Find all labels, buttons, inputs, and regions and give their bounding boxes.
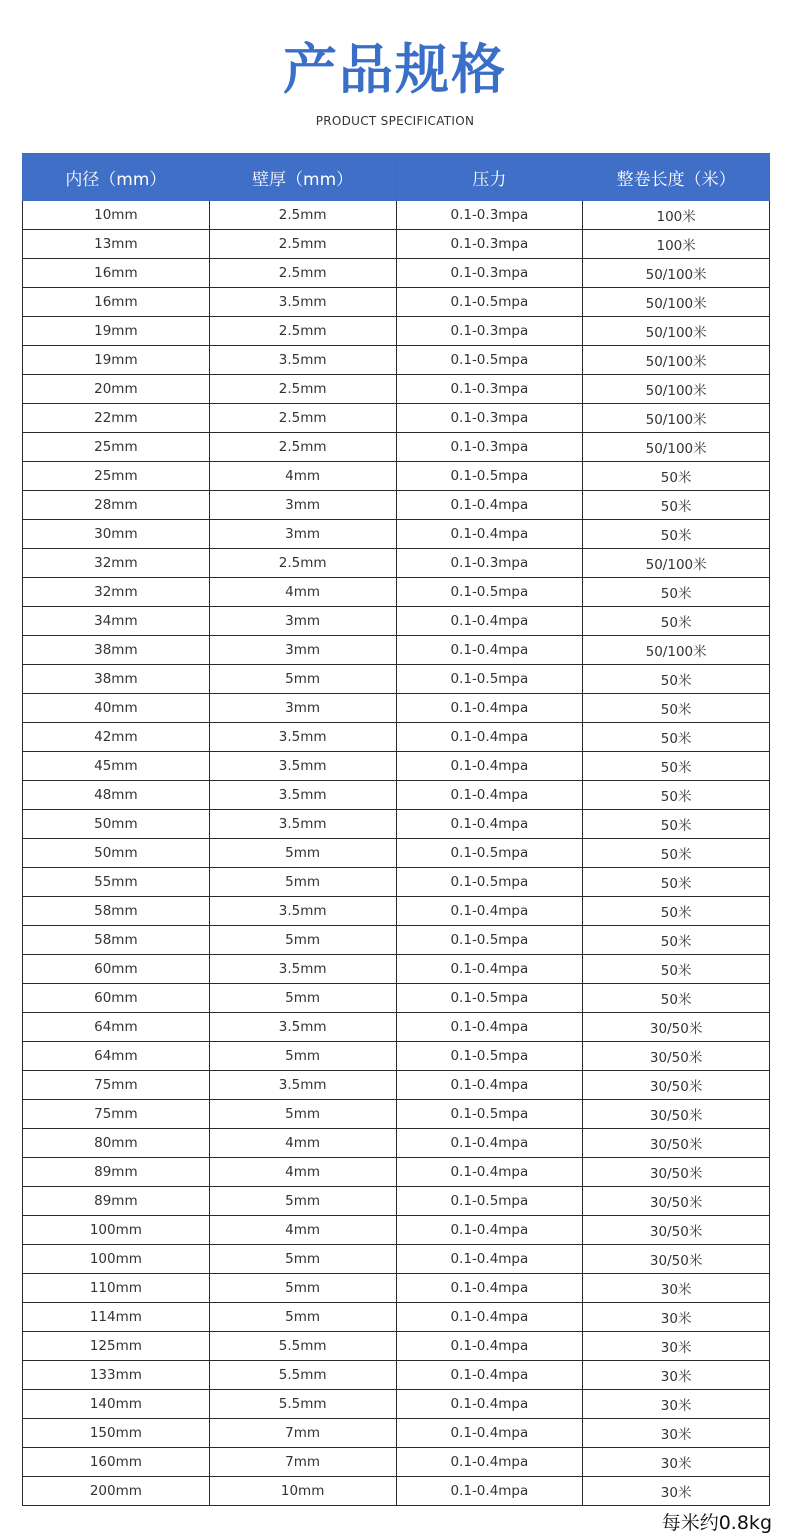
header-wall-thickness: 壁厚（mm） (209, 154, 396, 201)
cell-wall-thickness: 5mm (209, 1303, 396, 1332)
cell-pressure: 0.1-0.4mpa (396, 1332, 583, 1361)
table-row (23, 839, 770, 868)
table-row (23, 665, 770, 694)
cell-roll-length: 50米 (583, 897, 770, 926)
cell-roll-length: 50米 (583, 868, 770, 897)
cell-pressure: 0.1-0.4mpa (396, 1158, 583, 1187)
cell-pressure: 0.1-0.4mpa (396, 1245, 583, 1274)
cell-wall-thickness: 3.5mm (209, 723, 396, 752)
cell-roll-length: 50/100米 (583, 549, 770, 578)
cell-inner-diameter: 48mm (23, 781, 210, 810)
cell-inner-diameter: 10mm (23, 201, 210, 230)
cell-wall-thickness: 2.5mm (209, 201, 396, 230)
cell-roll-length: 50米 (583, 520, 770, 549)
cell-wall-thickness: 3.5mm (209, 1013, 396, 1042)
cell-wall-thickness: 3mm (209, 636, 396, 665)
cell-pressure: 0.1-0.5mpa (396, 462, 583, 491)
table-row (23, 1361, 770, 1390)
cell-wall-thickness: 2.5mm (209, 259, 396, 288)
cell-wall-thickness: 5mm (209, 1245, 396, 1274)
cell-pressure: 0.1-0.5mpa (396, 1042, 583, 1071)
cell-roll-length: 30米 (583, 1361, 770, 1390)
cell-pressure: 0.1-0.4mpa (396, 1477, 583, 1506)
cell-pressure: 0.1-0.4mpa (396, 955, 583, 984)
cell-pressure: 0.1-0.4mpa (396, 694, 583, 723)
cell-roll-length: 50米 (583, 607, 770, 636)
cell-roll-length: 30/50米 (583, 1071, 770, 1100)
cell-pressure: 0.1-0.5mpa (396, 288, 583, 317)
cell-roll-length: 50/100米 (583, 259, 770, 288)
table-row (23, 1332, 770, 1361)
cell-inner-diameter: 32mm (23, 549, 210, 578)
table-row (23, 897, 770, 926)
cell-pressure: 0.1-0.4mpa (396, 1013, 583, 1042)
cell-roll-length: 30米 (583, 1274, 770, 1303)
cell-inner-diameter: 16mm (23, 288, 210, 317)
cell-inner-diameter: 50mm (23, 839, 210, 868)
cell-roll-length: 30/50米 (583, 1042, 770, 1071)
weight-note: 每米约0.8kg (661, 1512, 772, 1534)
table-row (23, 955, 770, 984)
cell-inner-diameter: 89mm (23, 1187, 210, 1216)
table-row (23, 926, 770, 955)
cell-inner-diameter: 114mm (23, 1303, 210, 1332)
cell-pressure: 0.1-0.3mpa (396, 404, 583, 433)
cell-inner-diameter: 64mm (23, 1013, 210, 1042)
cell-wall-thickness: 4mm (209, 462, 396, 491)
cell-roll-length: 30米 (583, 1332, 770, 1361)
cell-roll-length: 30米 (583, 1303, 770, 1332)
cell-inner-diameter: 42mm (23, 723, 210, 752)
cell-roll-length: 50米 (583, 926, 770, 955)
table-row (23, 491, 770, 520)
table-row (23, 1216, 770, 1245)
cell-inner-diameter: 22mm (23, 404, 210, 433)
cell-inner-diameter: 13mm (23, 230, 210, 259)
table-row (23, 723, 770, 752)
cell-roll-length: 50米 (583, 694, 770, 723)
table-row (23, 868, 770, 897)
cell-inner-diameter: 32mm (23, 578, 210, 607)
cell-roll-length: 50米 (583, 955, 770, 984)
spec-table (22, 153, 770, 1506)
header-pressure: 压力 (396, 154, 583, 201)
cell-inner-diameter: 140mm (23, 1390, 210, 1419)
cell-inner-diameter: 80mm (23, 1129, 210, 1158)
cell-pressure: 0.1-0.4mpa (396, 810, 583, 839)
cell-wall-thickness: 3.5mm (209, 897, 396, 926)
cell-pressure: 0.1-0.4mpa (396, 607, 583, 636)
table-row (23, 607, 770, 636)
cell-wall-thickness: 4mm (209, 1129, 396, 1158)
cell-pressure: 0.1-0.4mpa (396, 1361, 583, 1390)
cell-roll-length: 50/100米 (583, 433, 770, 462)
cell-pressure: 0.1-0.3mpa (396, 433, 583, 462)
cell-wall-thickness: 3.5mm (209, 752, 396, 781)
table-row (23, 694, 770, 723)
cell-inner-diameter: 133mm (23, 1361, 210, 1390)
cell-pressure: 0.1-0.4mpa (396, 723, 583, 752)
cell-roll-length: 50/100米 (583, 288, 770, 317)
cell-wall-thickness: 5mm (209, 665, 396, 694)
cell-wall-thickness: 10mm (209, 1477, 396, 1506)
table-row (23, 1303, 770, 1332)
cell-roll-length: 50米 (583, 462, 770, 491)
cell-roll-length: 50/100米 (583, 346, 770, 375)
table-row (23, 810, 770, 839)
cell-inner-diameter: 50mm (23, 810, 210, 839)
cell-inner-diameter: 58mm (23, 897, 210, 926)
cell-roll-length: 30米 (583, 1419, 770, 1448)
table-row (23, 1042, 770, 1071)
cell-wall-thickness: 5mm (209, 1187, 396, 1216)
cell-wall-thickness: 7mm (209, 1448, 396, 1477)
cell-roll-length: 50米 (583, 810, 770, 839)
cell-roll-length: 30/50米 (583, 1129, 770, 1158)
cell-wall-thickness: 3mm (209, 694, 396, 723)
cell-inner-diameter: 25mm (23, 462, 210, 491)
cell-pressure: 0.1-0.5mpa (396, 984, 583, 1013)
cell-pressure: 0.1-0.4mpa (396, 752, 583, 781)
spec-table-body (23, 201, 770, 1506)
cell-inner-diameter: 150mm (23, 1419, 210, 1448)
table-row (23, 752, 770, 781)
cell-wall-thickness: 5.5mm (209, 1390, 396, 1419)
table-row (23, 1477, 770, 1506)
cell-inner-diameter: 75mm (23, 1071, 210, 1100)
table-row (23, 984, 770, 1013)
table-row (23, 1100, 770, 1129)
cell-inner-diameter: 55mm (23, 868, 210, 897)
cell-roll-length: 30米 (583, 1390, 770, 1419)
cell-pressure: 0.1-0.5mpa (396, 1100, 583, 1129)
cell-wall-thickness: 3mm (209, 520, 396, 549)
cell-wall-thickness: 3.5mm (209, 810, 396, 839)
cell-inner-diameter: 60mm (23, 984, 210, 1013)
header-inner-diameter: 内径（mm） (23, 154, 210, 201)
cell-inner-diameter: 110mm (23, 1274, 210, 1303)
cell-roll-length: 50米 (583, 781, 770, 810)
cell-pressure: 0.1-0.3mpa (396, 375, 583, 404)
table-row (23, 317, 770, 346)
cell-inner-diameter: 19mm (23, 317, 210, 346)
cell-wall-thickness: 2.5mm (209, 317, 396, 346)
cell-inner-diameter: 89mm (23, 1158, 210, 1187)
cell-roll-length: 30米 (583, 1477, 770, 1506)
table-row (23, 462, 770, 491)
header-roll-length: 整卷长度（米） (583, 154, 770, 201)
cell-inner-diameter: 200mm (23, 1477, 210, 1506)
cell-inner-diameter: 64mm (23, 1042, 210, 1071)
cell-roll-length: 30/50米 (583, 1245, 770, 1274)
cell-roll-length: 50米 (583, 665, 770, 694)
cell-roll-length: 50米 (583, 578, 770, 607)
cell-roll-length: 30米 (583, 1448, 770, 1477)
cell-pressure: 0.1-0.3mpa (396, 230, 583, 259)
table-row (23, 433, 770, 462)
cell-wall-thickness: 5.5mm (209, 1332, 396, 1361)
header-row (23, 154, 770, 201)
table-row (23, 549, 770, 578)
table-row (23, 404, 770, 433)
table-row (23, 1013, 770, 1042)
cell-roll-length: 30/50米 (583, 1013, 770, 1042)
cell-pressure: 0.1-0.4mpa (396, 1216, 583, 1245)
cell-pressure: 0.1-0.4mpa (396, 1129, 583, 1158)
cell-roll-length: 50米 (583, 752, 770, 781)
cell-wall-thickness: 5mm (209, 868, 396, 897)
cell-roll-length: 50米 (583, 984, 770, 1013)
table-row (23, 1071, 770, 1100)
cell-roll-length: 100米 (583, 230, 770, 259)
table-row (23, 259, 770, 288)
cell-wall-thickness: 5mm (209, 1042, 396, 1071)
cell-inner-diameter: 75mm (23, 1100, 210, 1129)
table-row (23, 1390, 770, 1419)
cell-wall-thickness: 3.5mm (209, 781, 396, 810)
cell-pressure: 0.1-0.3mpa (396, 259, 583, 288)
cell-wall-thickness: 5mm (209, 839, 396, 868)
cell-roll-length: 50/100米 (583, 636, 770, 665)
cell-wall-thickness: 2.5mm (209, 230, 396, 259)
cell-inner-diameter: 34mm (23, 607, 210, 636)
cell-wall-thickness: 3.5mm (209, 346, 396, 375)
table-row (23, 1448, 770, 1477)
cell-wall-thickness: 3.5mm (209, 955, 396, 984)
cell-inner-diameter: 25mm (23, 433, 210, 462)
cell-roll-length: 50米 (583, 491, 770, 520)
cell-roll-length: 50米 (583, 839, 770, 868)
cell-pressure: 0.1-0.5mpa (396, 926, 583, 955)
cell-pressure: 0.1-0.5mpa (396, 665, 583, 694)
cell-pressure: 0.1-0.3mpa (396, 317, 583, 346)
cell-pressure: 0.1-0.4mpa (396, 1274, 583, 1303)
cell-wall-thickness: 5mm (209, 1100, 396, 1129)
cell-inner-diameter: 30mm (23, 520, 210, 549)
table-row (23, 1158, 770, 1187)
cell-wall-thickness: 2.5mm (209, 404, 396, 433)
cell-wall-thickness: 5mm (209, 984, 396, 1013)
cell-pressure: 0.1-0.5mpa (396, 868, 583, 897)
page-subtitle: PRODUCT SPECIFICATION (315, 114, 475, 128)
cell-inner-diameter: 60mm (23, 955, 210, 984)
cell-roll-length: 50/100米 (583, 404, 770, 433)
cell-pressure: 0.1-0.4mpa (396, 781, 583, 810)
cell-wall-thickness: 3.5mm (209, 288, 396, 317)
cell-wall-thickness: 5mm (209, 926, 396, 955)
cell-inner-diameter: 38mm (23, 636, 210, 665)
table-row (23, 346, 770, 375)
table-row (23, 1245, 770, 1274)
cell-wall-thickness: 3mm (209, 607, 396, 636)
cell-inner-diameter: 20mm (23, 375, 210, 404)
cell-pressure: 0.1-0.4mpa (396, 1448, 583, 1477)
cell-pressure: 0.1-0.5mpa (396, 839, 583, 868)
cell-wall-thickness: 2.5mm (209, 433, 396, 462)
cell-roll-length: 30/50米 (583, 1158, 770, 1187)
cell-inner-diameter: 45mm (23, 752, 210, 781)
table-row (23, 636, 770, 665)
page-title: 产品规格 (283, 38, 507, 101)
cell-inner-diameter: 40mm (23, 694, 210, 723)
table-row (23, 1419, 770, 1448)
cell-inner-diameter: 58mm (23, 926, 210, 955)
cell-pressure: 0.1-0.5mpa (396, 346, 583, 375)
table-row (23, 1274, 770, 1303)
cell-pressure: 0.1-0.5mpa (396, 578, 583, 607)
cell-roll-length: 30/50米 (583, 1100, 770, 1129)
cell-inner-diameter: 100mm (23, 1216, 210, 1245)
cell-wall-thickness: 2.5mm (209, 549, 396, 578)
table-row (23, 781, 770, 810)
cell-inner-diameter: 16mm (23, 259, 210, 288)
cell-pressure: 0.1-0.4mpa (396, 1419, 583, 1448)
cell-roll-length: 50/100米 (583, 317, 770, 346)
table-row (23, 230, 770, 259)
cell-pressure: 0.1-0.4mpa (396, 1303, 583, 1332)
cell-inner-diameter: 19mm (23, 346, 210, 375)
cell-pressure: 0.1-0.4mpa (396, 491, 583, 520)
cell-wall-thickness: 4mm (209, 1216, 396, 1245)
cell-wall-thickness: 4mm (209, 1158, 396, 1187)
cell-wall-thickness: 3.5mm (209, 1071, 396, 1100)
cell-wall-thickness: 4mm (209, 578, 396, 607)
table-row (23, 201, 770, 230)
cell-wall-thickness: 3mm (209, 491, 396, 520)
table-row (23, 375, 770, 404)
cell-pressure: 0.1-0.4mpa (396, 897, 583, 926)
cell-pressure: 0.1-0.5mpa (396, 1187, 583, 1216)
cell-pressure: 0.1-0.3mpa (396, 201, 583, 230)
cell-pressure: 0.1-0.4mpa (396, 636, 583, 665)
cell-roll-length: 50/100米 (583, 375, 770, 404)
table-row (23, 520, 770, 549)
cell-pressure: 0.1-0.4mpa (396, 1390, 583, 1419)
cell-inner-diameter: 125mm (23, 1332, 210, 1361)
cell-pressure: 0.1-0.4mpa (396, 520, 583, 549)
table-row (23, 1187, 770, 1216)
cell-pressure: 0.1-0.3mpa (396, 549, 583, 578)
cell-roll-length: 100米 (583, 201, 770, 230)
cell-roll-length: 30/50米 (583, 1187, 770, 1216)
cell-wall-thickness: 5mm (209, 1274, 396, 1303)
cell-inner-diameter: 160mm (23, 1448, 210, 1477)
cell-pressure: 0.1-0.4mpa (396, 1071, 583, 1100)
cell-wall-thickness: 2.5mm (209, 375, 396, 404)
spec-table-header (23, 154, 770, 201)
cell-inner-diameter: 38mm (23, 665, 210, 694)
table-row (23, 288, 770, 317)
table-row (23, 578, 770, 607)
cell-wall-thickness: 7mm (209, 1419, 396, 1448)
cell-inner-diameter: 28mm (23, 491, 210, 520)
cell-roll-length: 50米 (583, 723, 770, 752)
table-row (23, 1129, 770, 1158)
cell-wall-thickness: 5.5mm (209, 1361, 396, 1390)
cell-roll-length: 30/50米 (583, 1216, 770, 1245)
cell-inner-diameter: 100mm (23, 1245, 210, 1274)
